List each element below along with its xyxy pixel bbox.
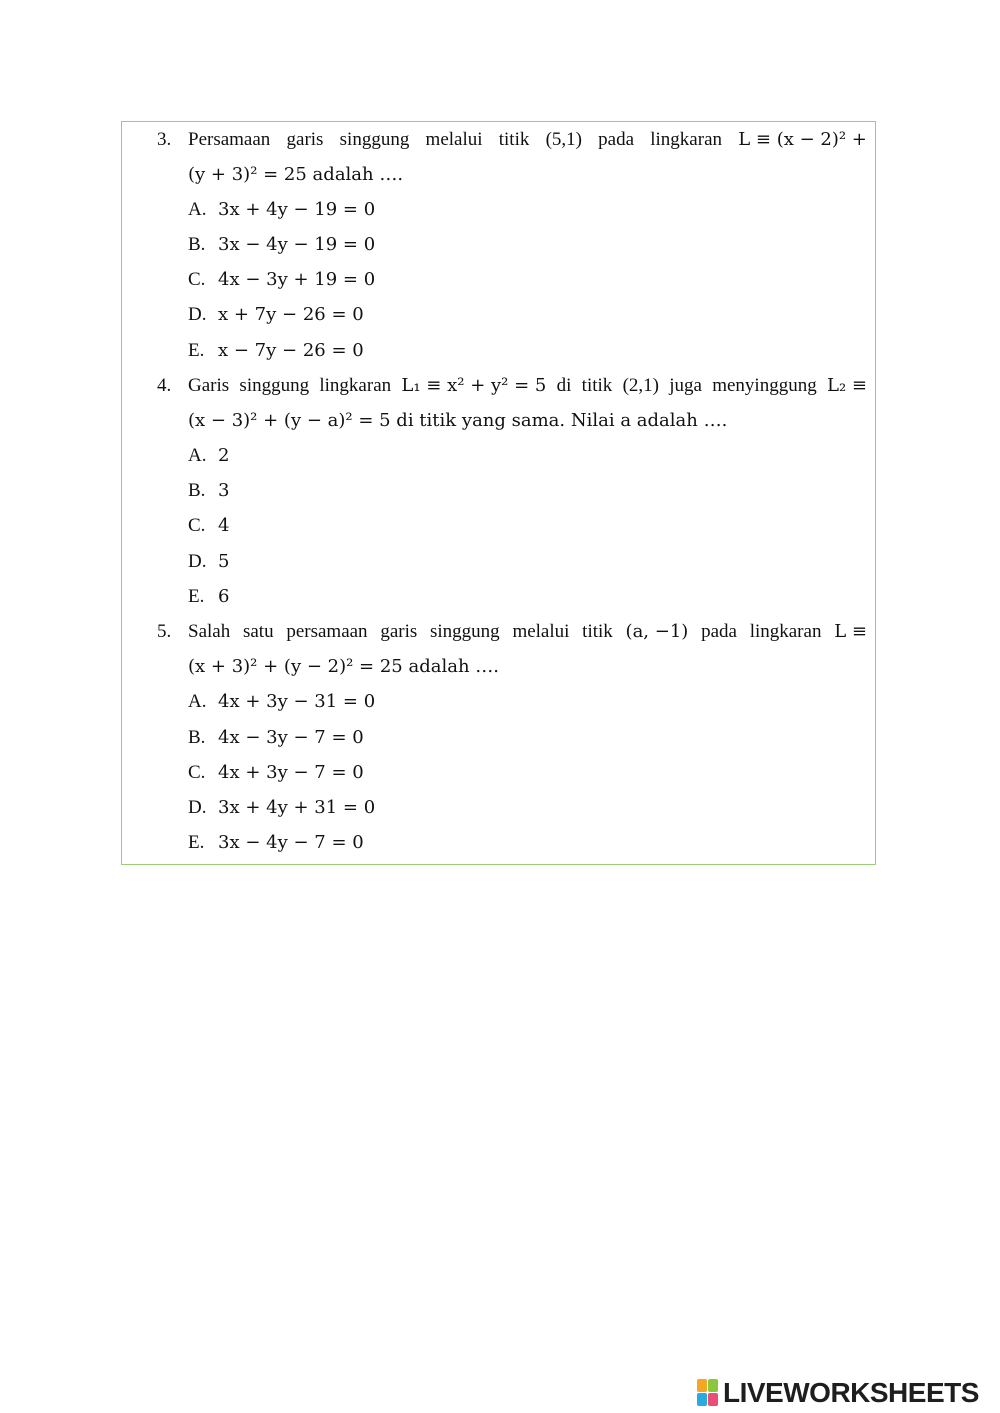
option-3c[interactable]	[188, 262, 375, 297]
stem-math: (a, −1)	[625, 621, 689, 642]
option-text: 4x − 3y − 7 = 0	[218, 727, 364, 748]
option-text: 4x + 3y − 31 = 0	[218, 691, 376, 712]
option-4c[interactable]	[188, 508, 229, 543]
option-text: 3	[218, 480, 230, 501]
stem-word: (2,1)	[622, 375, 659, 396]
option-text: 3x + 4y − 19 = 0	[218, 199, 376, 220]
option-letter: D.	[188, 551, 207, 572]
question-number: 4.	[157, 375, 172, 396]
question-stem-line2: (x − 3)² + (y − a)² = 5 di titik yang sama. Nilai a adalah ….	[188, 410, 728, 431]
stem-word: persamaan	[286, 621, 368, 642]
option-letter: A.	[188, 691, 207, 712]
option-letter: B.	[188, 727, 206, 748]
option-letter: A.	[188, 199, 207, 220]
option-text: 4	[218, 515, 230, 536]
option-5d[interactable]	[188, 790, 375, 825]
question-box	[121, 121, 876, 865]
option-5c[interactable]	[188, 755, 364, 790]
option-text: x + 7y − 26 = 0	[218, 304, 364, 325]
option-letter: C.	[188, 762, 206, 783]
stem-word: melalui	[512, 621, 570, 642]
stem-math: L ≡	[834, 621, 867, 642]
option-4b[interactable]	[188, 473, 229, 508]
stem-math: L₂ ≡	[826, 375, 867, 396]
stem-word: garis	[380, 621, 418, 642]
logo-wordmark: LIVEWORKSHEETS	[723, 1377, 979, 1408]
option-text: 3x + 4y + 31 = 0	[218, 797, 376, 818]
option-4a[interactable]	[188, 438, 229, 473]
stem-word: (5,1)	[545, 129, 582, 150]
option-letter: C.	[188, 515, 206, 536]
stem-word: di	[556, 375, 572, 396]
option-3e[interactable]	[188, 333, 364, 368]
option-letter: C.	[188, 269, 206, 290]
question-stem-line1	[188, 614, 867, 649]
stem-word: satu	[242, 621, 274, 642]
stem-word: pada	[701, 621, 737, 642]
stem-word: Persamaan	[188, 129, 271, 150]
stem-word: titik	[581, 375, 613, 396]
stem-math: L ≡ (x − 2)² +	[738, 129, 867, 150]
option-3b[interactable]	[188, 227, 375, 262]
option-text: 3x − 4y − 19 = 0	[218, 234, 376, 255]
option-5e[interactable]	[188, 825, 364, 860]
question-stem-line1	[188, 368, 867, 403]
option-4d[interactable]	[188, 544, 229, 579]
stem-word: lingkaran	[749, 621, 822, 642]
option-letter: E.	[188, 586, 205, 607]
question-stem-line1	[188, 122, 867, 157]
stem-word: melalui	[425, 129, 483, 150]
stem-word: juga	[669, 375, 702, 396]
option-3d[interactable]	[188, 297, 364, 332]
stem-word: titik	[582, 621, 613, 642]
option-letter: B.	[188, 480, 206, 501]
option-5a[interactable]	[188, 684, 375, 719]
option-text: 5	[218, 551, 230, 572]
option-3a[interactable]	[188, 192, 375, 227]
question-number: 5.	[157, 621, 172, 642]
option-5b[interactable]	[188, 720, 364, 755]
stem-word: titik	[498, 129, 530, 150]
stem-word: Salah	[188, 621, 231, 642]
stem-word: singgung	[239, 375, 310, 396]
stem-word: menyinggung	[712, 375, 817, 396]
option-text: 4x + 3y − 7 = 0	[218, 762, 364, 783]
option-letter: E.	[188, 832, 205, 853]
option-letter: A.	[188, 445, 207, 466]
question-stem-line2: (x + 3)² + (y − 2)² = 25 adalah ….	[188, 656, 499, 677]
option-text: 2	[218, 445, 230, 466]
stem-word: garis	[286, 129, 324, 150]
option-4e[interactable]	[188, 579, 229, 614]
stem-word: singgung	[339, 129, 410, 150]
option-letter: B.	[188, 234, 206, 255]
option-letter: D.	[188, 797, 207, 818]
stem-math: L₁ ≡ x² + y² = 5	[401, 375, 547, 396]
option-text: 6	[218, 586, 230, 607]
option-letter: D.	[188, 304, 207, 325]
question-number: 3.	[157, 129, 172, 150]
question-stem-line2: (y + 3)² = 25 adalah ….	[188, 164, 404, 185]
stem-word: pada	[598, 129, 635, 150]
option-text: 3x − 4y − 7 = 0	[218, 832, 364, 853]
stem-word: singgung	[430, 621, 500, 642]
stem-word: lingkaran	[650, 129, 723, 150]
stem-word: lingkaran	[319, 375, 392, 396]
logo-mark-icon	[697, 1379, 719, 1407]
stem-word: Garis	[188, 375, 230, 396]
option-text: x − 7y − 26 = 0	[218, 340, 364, 361]
option-letter: E.	[188, 340, 205, 361]
option-text: 4x − 3y + 19 = 0	[218, 269, 376, 290]
liveworksheets-logo	[697, 1376, 979, 1410]
